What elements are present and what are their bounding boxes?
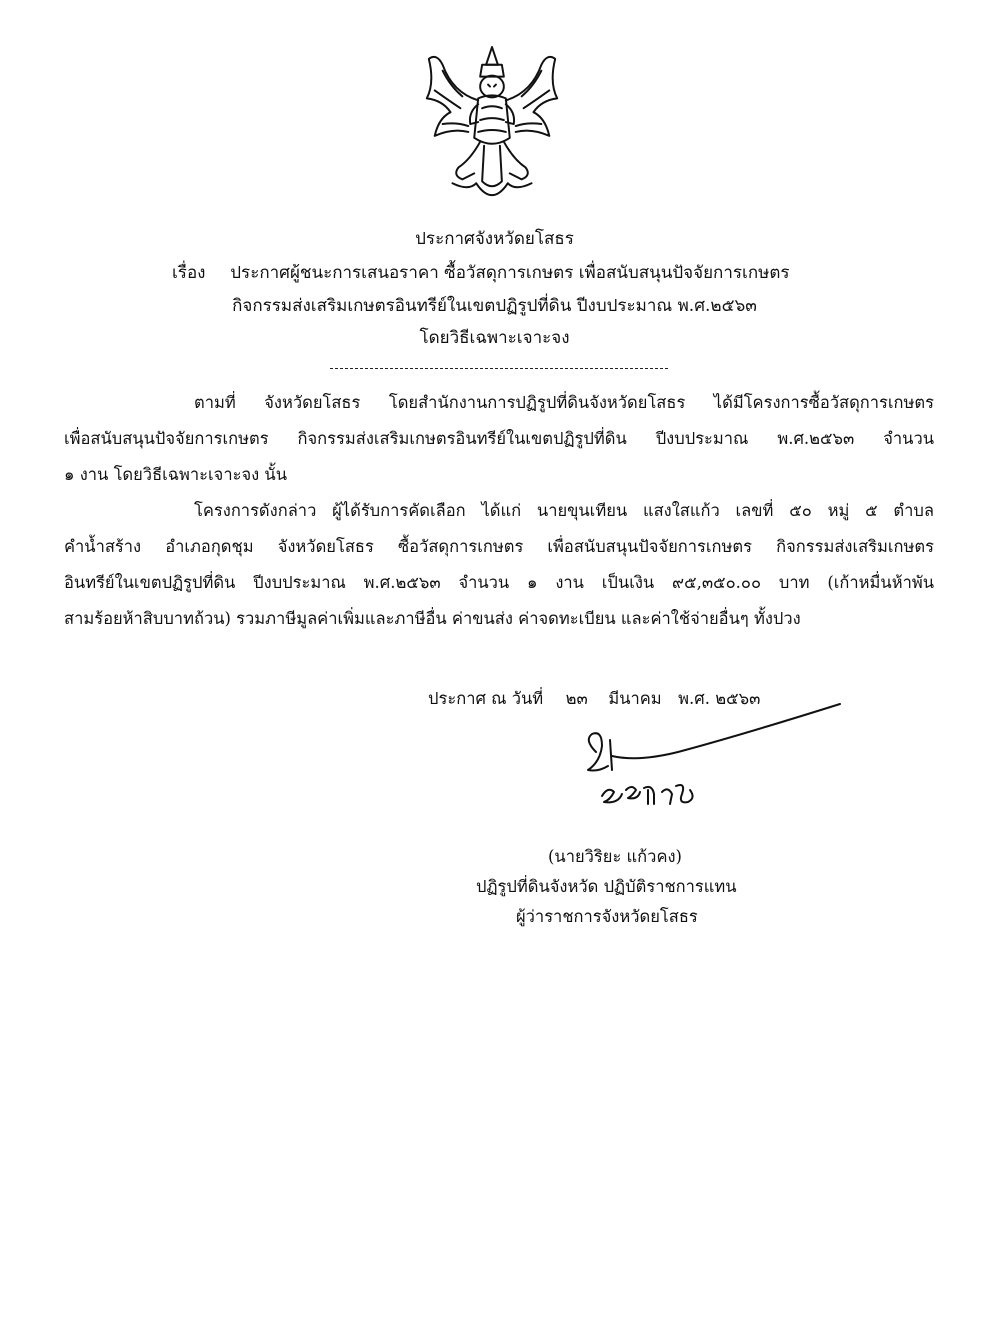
paragraph-1-line-1: ตามที่ จังหวัดยโสธร โดยสำนักงานการปฏิรูปที่ดินจังหวัดยโสธร ได้มีโครงการซื้อวัสดุการเกษตร: [194, 393, 934, 412]
garuda-emblem-icon: [413, 42, 571, 212]
announce-prefix: ประกาศ ณ วันที่: [428, 689, 544, 708]
document-title: ประกาศจังหวัดยโสธร: [415, 229, 574, 249]
announce-day: ๒๓: [565, 689, 588, 708]
announce-era: พ.ศ.: [678, 689, 710, 708]
announce-year: ๒๕๖๓: [715, 689, 761, 708]
subject-line-2: กิจกรรมส่งเสริมเกษตรอินทรีย์ในเขตปฏิรูปที่ดิน ปีงบประมาณ พ.ศ.๒๕๖๓: [232, 296, 757, 316]
subject-label: เรื่อง: [172, 263, 206, 283]
signatory-position-2: ผู้ว่าราชการจังหวัดยโสธร: [516, 907, 698, 926]
subject-text: ประกาศผู้ชนะการเสนอราคา ซื้อวัสดุการเกษตร เพื่อสนับสนุนปัจจัยการเกษตร: [230, 263, 790, 283]
header-divider: [330, 368, 668, 369]
signatory-name: (นายวิริยะ แก้วคง): [548, 847, 682, 866]
paragraph-2-line-2: คำน้ำสร้าง อำเภอกุดชุม จังหวัดยโสธร ซื้อวัสดุการเกษตร เพื่อสนับสนุนปัจจัยการเกษตร กิจกรรมส่งเสริมเกษตร: [64, 537, 934, 556]
paragraph-1-line-2: เพื่อสนับสนุนปัจจัยการเกษตร กิจกรรมส่งเสริมเกษตรอินทรีย์ในเขตปฏิรูปที่ดิน ปีงบประมาณ พ.ศ.๒๕๖๓ จำนวน: [64, 429, 934, 448]
paragraph-2-line-3: อินทรีย์ในเขตปฏิรูปที่ดิน ปีงบประมาณ พ.ศ.๒๕๖๓ จำนวน ๑ งาน เป็นเงิน ๙๕,๓๕๐.๐๐ บาท (เก้าหมื่นห้าพัน: [64, 573, 934, 592]
announce-month: มีนาคม: [608, 689, 662, 708]
subject-line: [172, 262, 790, 284]
paragraph-2-line-1: โครงการดังกล่าว ผู้ได้รับการคัดเลือก ได้แก่ นายขุนเทียน แสงใสแก้ว เลขที่ ๕๐ หมู่ ๕ ตำบล: [194, 501, 934, 520]
paragraph-2-line-4: สามร้อยห้าสิบบาทถ้วน) รวมภาษีมูลค่าเพิ่มและภาษีอื่น ค่าขนส่ง ค่าจดทะเบียน และค่าใช้จ่ายอื่นๆ ทั้งปวง: [64, 609, 801, 628]
subject-line-3: โดยวิธีเฉพาะเจาะจง: [419, 328, 570, 348]
handwritten-signature: [578, 700, 848, 815]
signatory-position-1: ปฏิรูปที่ดินจังหวัด ปฏิบัติราชการแทน: [476, 877, 737, 896]
paragraph-1-line-3: ๑ งาน โดยวิธีเฉพาะเจาะจง นั้น: [64, 465, 287, 484]
